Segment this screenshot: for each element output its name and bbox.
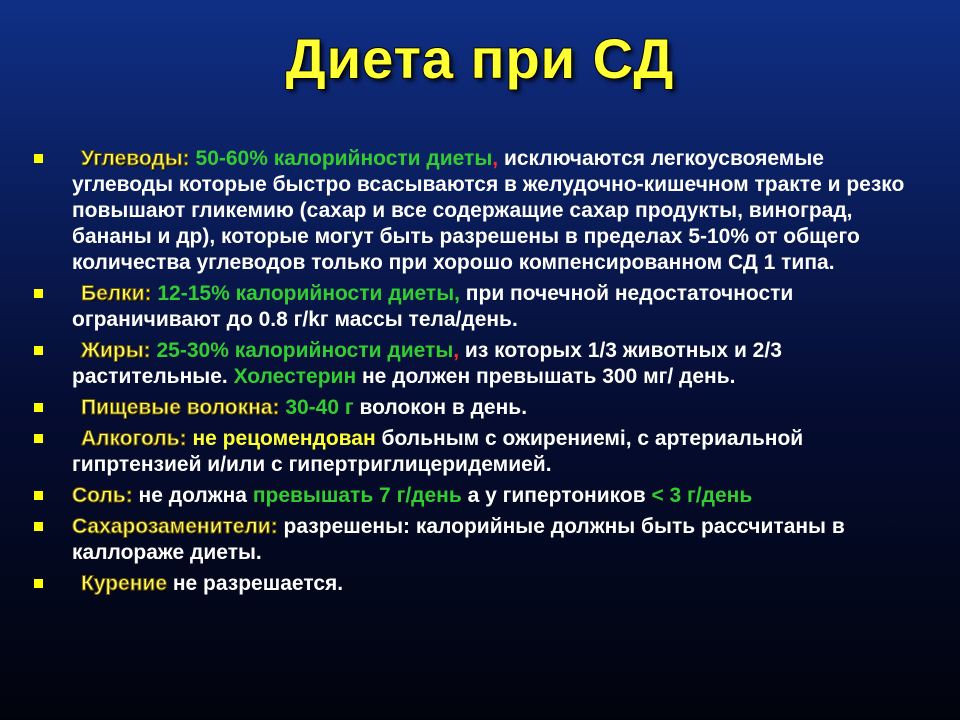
item-term: Курение: [81, 572, 167, 595]
item-text: а у гипертоников: [461, 484, 652, 507]
slide-title: Диета при СД: [285, 27, 675, 90]
item-comma: ,: [453, 339, 460, 362]
item-text: больным с ожирениемі, с артериальной гипртензией и/или с гипертриглицеридемией.: [72, 427, 804, 476]
item-highlight-hypertension: < 3 г/день: [651, 484, 753, 507]
item-term: Алкоголь:: [81, 427, 187, 450]
square-bullet-icon: [34, 403, 43, 412]
item-highlight: превышать 7 г/день: [252, 484, 462, 507]
item-term: Сахарозаменители:: [72, 515, 278, 538]
item-term: Соль:: [72, 484, 133, 507]
item-text: не разрешается.: [167, 572, 344, 595]
item-text: не должна: [132, 484, 253, 507]
list-item-proteins: [34, 281, 914, 333]
item-text: не должен превышать 300 мг/ день.: [356, 365, 736, 388]
list-item-alcohol: [34, 426, 914, 478]
item-comma: ,: [492, 147, 499, 170]
item-text: из которых 1/3 животных и 2/3 растительные.: [72, 339, 782, 388]
item-term: Пищевые волокна:: [81, 396, 280, 419]
square-bullet-icon: [34, 579, 43, 588]
item-term: Углеводы:: [81, 147, 190, 170]
item-highlight: 12-15% калорийности диеты,: [157, 282, 460, 305]
item-highlight: 30-40 г: [285, 396, 354, 419]
item-text: волокон в день.: [353, 396, 528, 419]
list-item-carbohydrates: [34, 146, 914, 276]
item-term: Белки:: [81, 282, 152, 305]
list-item-sweeteners: [34, 514, 914, 566]
item-highlight: 50-60% калорийности диеты: [195, 147, 493, 170]
item-text: исключаются легкоусвояемые углеводы которые быстро всасываются в желудочно-кишечном тракте и резко повышают гликемию (сахар и все содержащие сахар продукты, виноград, бананы и др), которые могут быть разрешены в пределах 5-10% от общего количества углеводов только при хорошо компенсированном СД 1 типа.: [72, 147, 905, 274]
list-item-fiber: [34, 395, 914, 421]
item-text: при почечной недостаточности ограничивают до 0.8 г/kг массы тела/день.: [72, 282, 794, 331]
square-bullet-icon: [34, 522, 43, 531]
item-highlight: 25-30% калорийности диеты: [156, 339, 454, 362]
square-bullet-icon: [34, 434, 43, 443]
item-highlight-cholesterol: Холестерин: [233, 365, 357, 388]
item-highlight: не рецомендован: [192, 427, 376, 450]
list-item-salt: [34, 483, 914, 509]
bullet-list: [34, 146, 914, 597]
square-bullet-icon: [34, 289, 43, 298]
list-item-fats: [34, 338, 914, 390]
list-item-smoking: [34, 571, 914, 597]
square-bullet-icon: [34, 154, 43, 163]
square-bullet-icon: [34, 491, 43, 500]
item-term: Жиры:: [81, 339, 151, 362]
square-bullet-icon: [34, 346, 43, 355]
item-text: разрешены: калорийные должны быть рассчитаны в каллораже диеты.: [72, 515, 845, 564]
